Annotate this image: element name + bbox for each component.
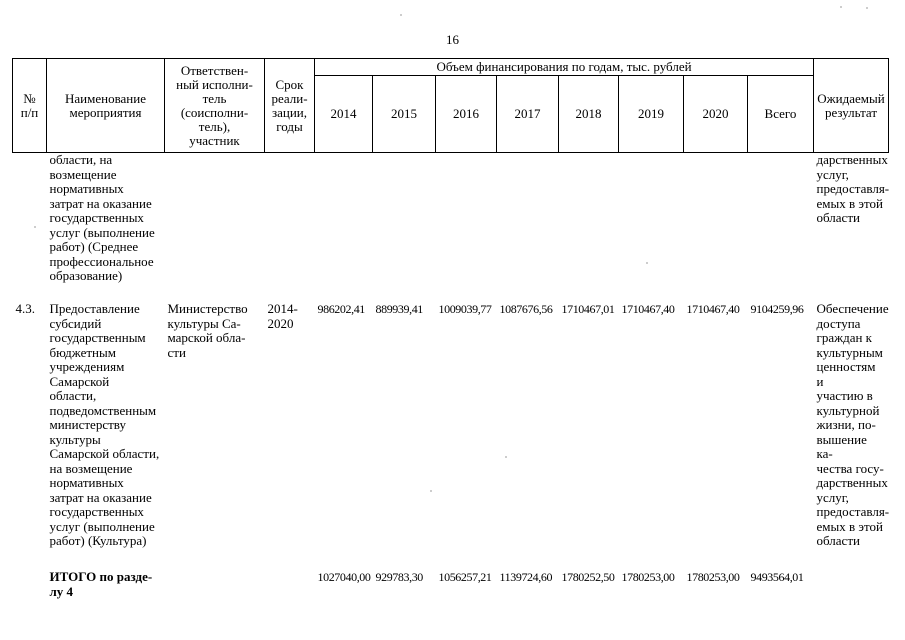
header-executor: Ответствен- ный исполни- тель (соисполни- тель), участник	[165, 59, 265, 153]
row-value: 889939,41	[375, 302, 423, 316]
header-financing-group: Объем финансирования по годам, тыс. рублей	[315, 59, 814, 76]
header-year: 2014	[315, 76, 373, 153]
scan-speck	[430, 490, 432, 492]
header-year: 2015	[373, 76, 436, 153]
total-value: 1780252,50	[561, 570, 615, 584]
header-year: 2019	[619, 76, 684, 153]
total-grand-value: 9493564,01	[750, 570, 804, 584]
row-number: 4.3.	[15, 301, 35, 316]
total-value: 1056257,21	[438, 570, 492, 584]
scan-speck	[646, 262, 648, 264]
financing-table	[12, 58, 889, 599]
total-value: 1139724,60	[499, 570, 553, 584]
row-value: 1710467,40	[621, 302, 675, 316]
header-year: 2018	[559, 76, 619, 153]
total-value: 1027040,00	[317, 570, 371, 584]
total-row	[13, 570, 889, 599]
row-total-value: 9104259,96	[750, 302, 804, 316]
row-term: 2014- 2020	[267, 301, 298, 331]
row-result: Обеспечение доступа граждан к культурным ценностям и участию в культурной жизни, по- вышение ка- чества госу- дарственных услуг, предоставля- емых в этой области	[816, 301, 890, 548]
total-label: ИТОГО по разде- лу 4	[49, 569, 153, 599]
table-row	[13, 153, 889, 292]
scan-speck	[866, 7, 868, 9]
row-name: Предоставление субсидий государственным бюджетным учреждениям Самарской области, подведомственным министерству культуры Самарской области, на возмещение нормативных затрат на оказание государственных услуг (выполнение работ) (Культура)	[49, 301, 160, 548]
continuation-result: дарственных услуг, предоставля- емых в этой области	[816, 152, 890, 225]
header-total: Всего	[748, 76, 814, 153]
total-value: 1780253,00	[686, 570, 740, 584]
page-number: 16	[446, 32, 459, 47]
scan-speck	[34, 226, 36, 228]
row-value: 1710467,40	[686, 302, 740, 316]
header-number: № п/п	[13, 59, 47, 153]
row-value: 1710467,01	[561, 302, 615, 316]
header-year: 2020	[684, 76, 748, 153]
total-value: 1780253,00	[621, 570, 675, 584]
row-executor: Министерство культуры Са- марской обла- сти	[167, 301, 248, 360]
row-value: 986202,41	[317, 302, 365, 316]
header-year: 2016	[436, 76, 497, 153]
header-term: Срок реали- зации, годы	[265, 59, 315, 153]
continuation-name: области, на возмещение нормативных затрат на оказание государственных услуг (выполнение работ) (Среднее профессиональное образование)	[49, 152, 155, 283]
header-year: 2017	[497, 76, 559, 153]
header-name: Наименование мероприятия	[47, 59, 165, 153]
scan-speck	[400, 14, 402, 16]
row-value: 1009039,77	[438, 302, 492, 316]
scan-speck	[840, 6, 842, 8]
table-row	[13, 302, 889, 562]
header-result: Ожидаемый результат	[814, 59, 889, 153]
scan-speck	[505, 456, 507, 458]
total-value: 929783,30	[375, 570, 423, 584]
row-value: 1087676,56	[499, 302, 553, 316]
